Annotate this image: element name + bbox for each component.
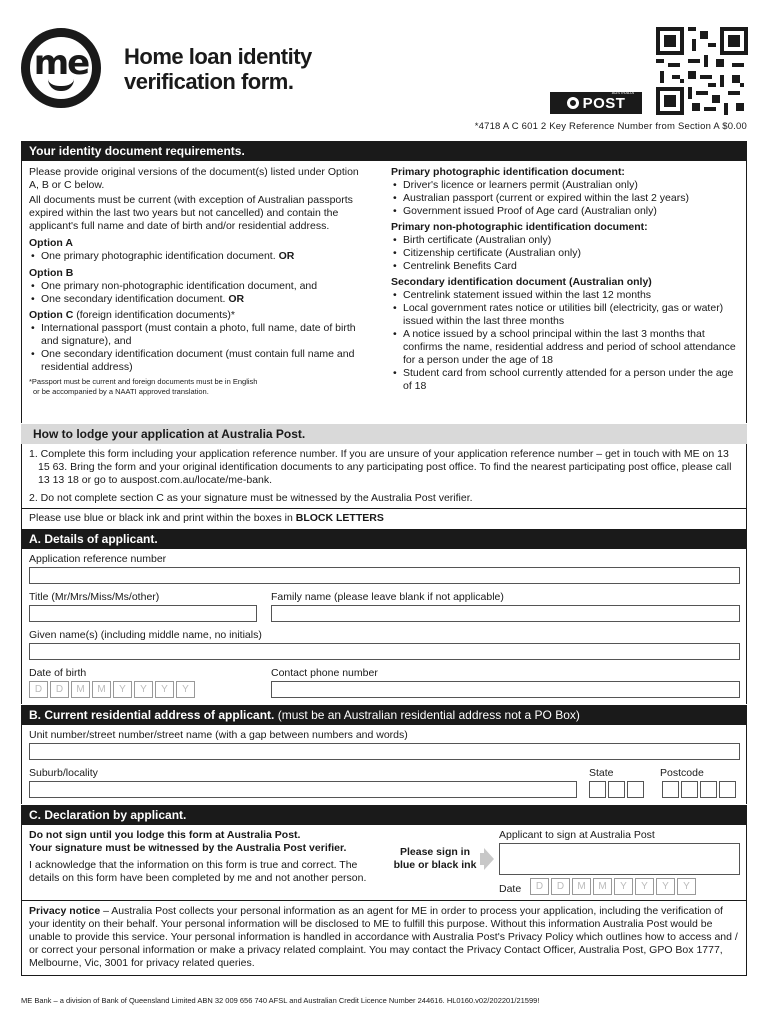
date-box[interactable]: D bbox=[530, 878, 549, 895]
sign-hint-line-1: Please sign in bbox=[399, 846, 471, 858]
divider bbox=[21, 508, 747, 509]
lodge-step-1: 1. Complete this form including your application reference number. If you are unsure of your application reference number – get in touch with ME on 13 15 63. Bring the form and your original identification documents to any participating post office. To find the nearest participating post office, please call 13 13 18 or go to auspost.com.au/locate/me-bank. bbox=[29, 448, 732, 486]
date-box[interactable]: Y bbox=[656, 878, 675, 895]
photo-id-item: • Driver's licence or learners permit (Australian only) bbox=[391, 179, 741, 192]
street-label: Unit number/street number/street name (with a gap between numbers and words) bbox=[29, 729, 408, 741]
option-c-item: • One secondary identification document (must contain full name and residential address) bbox=[29, 348, 369, 374]
option-b-title: Option B bbox=[29, 267, 74, 279]
requirements-heading: Your identity document requirements. bbox=[21, 141, 747, 161]
family-name-input[interactable] bbox=[271, 605, 740, 622]
key-reference-number: *4718 A C 601 2 Key Reference Number from Section A $0.00 bbox=[474, 121, 747, 132]
app-ref-label: Application reference number bbox=[29, 553, 167, 565]
nonphoto-id-title: Primary non-photographic identification document: bbox=[391, 221, 648, 233]
nonphoto-id-item: • Birth certificate (Australian only) bbox=[391, 234, 741, 247]
australia-post-logo bbox=[550, 92, 642, 114]
state-box[interactable] bbox=[589, 781, 606, 798]
postcode-box[interactable] bbox=[681, 781, 698, 798]
postcode-label: Postcode bbox=[660, 767, 704, 779]
photo-id-title: Primary photographic identification document: bbox=[391, 166, 625, 178]
auspost-icon bbox=[567, 97, 579, 109]
date-box[interactable]: M bbox=[593, 878, 612, 895]
state-input[interactable] bbox=[589, 781, 646, 798]
footnote-line-2: or be accompanied by a NAATI approved translation. bbox=[33, 387, 209, 396]
state-label: State bbox=[589, 767, 614, 779]
title-label: Title (Mr/Mrs/Miss/Ms/other) bbox=[29, 591, 160, 603]
state-box[interactable] bbox=[608, 781, 625, 798]
date-box[interactable]: D bbox=[551, 878, 570, 895]
secondary-id-item: • Student card from school currently attended for a person under the age of 18 bbox=[391, 367, 741, 393]
option-a-item: • One primary photographic identification document. OR bbox=[29, 250, 369, 263]
section-b-heading: B. Current residential address of applicant. (must be an Australian residential address not a PO Box) bbox=[21, 705, 747, 725]
privacy-notice: Privacy notice – Australia Post collects your personal information as an agent for ME in order to process your application, including the verification of your identity on their behalf. Your personal information will be disclosed to ME to fulfill this purpose. Without this information Australia Post would be unable to provide this service. Your personal information is handled in accordance with Australia Post's Privacy Policy which outlines how to access and / or correct your personal information or make a privacy related complaint. You may contact the Privacy Contact Officer, Australia Post, GPO Box 1777, Melbourne, Vic, 3001 for privacy related queries. bbox=[29, 905, 738, 969]
dob-box[interactable]: M bbox=[92, 681, 111, 698]
sign-hint-line-2: blue or black ink bbox=[393, 859, 477, 871]
postcode-box[interactable] bbox=[662, 781, 679, 798]
secondary-id-item: • A notice issued by a school principal within the last 3 months that confirms the name, residential address and period of school attendance for a person under the age of 18 bbox=[391, 328, 741, 367]
footer-text: ME Bank – a division of Bank of Queensland Limited ABN 32 009 656 740 AFSL and Australian Credit Licence Number 244616. HL0160.v02/202201/21599! bbox=[21, 996, 540, 1005]
auspost-small-label: AUSTRALIA bbox=[611, 90, 634, 95]
option-c-item: • International passport (must contain a photo, full name, date of birth and signature), and bbox=[29, 322, 369, 348]
postcode-box[interactable] bbox=[700, 781, 717, 798]
secondary-id-title: Secondary identification document (Australian only) bbox=[391, 276, 652, 288]
title-input[interactable] bbox=[29, 605, 257, 622]
option-b-item: • One primary non-photographic identification document, and bbox=[29, 280, 369, 293]
page-title bbox=[124, 44, 312, 94]
option-c-title: Option C (foreign identification documents)* bbox=[29, 309, 236, 321]
warning-line-1: Do not sign until you lodge this form at Australia Post. bbox=[29, 829, 301, 841]
me-logo bbox=[21, 28, 101, 108]
photo-id-item: • Australian passport (current or expired within the last 2 years) bbox=[391, 192, 741, 205]
phone-input[interactable] bbox=[271, 681, 740, 698]
dob-input[interactable] bbox=[29, 681, 197, 698]
dob-box[interactable]: Y bbox=[155, 681, 174, 698]
dob-box[interactable]: Y bbox=[113, 681, 132, 698]
requirements-right-column bbox=[391, 166, 741, 393]
lodge-heading: How to lodge your application at Australia Post. bbox=[21, 424, 747, 444]
suburb-input[interactable] bbox=[29, 781, 577, 798]
dob-box[interactable]: Y bbox=[176, 681, 195, 698]
title-line-1: Home loan identity bbox=[124, 44, 312, 69]
currency-rule-text: All documents must be current (with exception of Australian passports expired within the last two years but not cancelled) and contain the applicant's full name and date of birth and/or residential address. bbox=[29, 194, 353, 232]
section-a-heading: A. Details of applicant. bbox=[21, 529, 747, 549]
section-c-heading: C. Declaration by applicant. bbox=[21, 805, 747, 825]
secondary-id-item: • Centrelink statement issued within the last 12 months bbox=[391, 289, 741, 302]
dob-label: Date of birth bbox=[29, 667, 87, 679]
date-box[interactable]: Y bbox=[614, 878, 633, 895]
suburb-label: Suburb/locality bbox=[29, 767, 98, 779]
given-name-label: Given name(s) (including middle name, no initials) bbox=[29, 629, 262, 641]
logo-smile-icon bbox=[48, 79, 74, 91]
street-input[interactable] bbox=[29, 743, 740, 760]
acknowledgement-text: I acknowledge that the information on this form is true and correct. The details on this form have been completed by me and not another person. bbox=[29, 859, 367, 884]
date-box[interactable]: M bbox=[572, 878, 591, 895]
dob-box[interactable]: D bbox=[50, 681, 69, 698]
app-ref-input[interactable] bbox=[29, 567, 740, 584]
dob-box[interactable]: D bbox=[29, 681, 48, 698]
title-line-2: verification form. bbox=[124, 69, 294, 94]
nonphoto-id-item: • Citizenship certificate (Australian only) bbox=[391, 247, 741, 260]
state-box[interactable] bbox=[627, 781, 644, 798]
nonphoto-id-item: • Centrelink Benefits Card bbox=[391, 260, 741, 273]
signature-label: Applicant to sign at Australia Post bbox=[499, 829, 655, 841]
arrow-right-icon bbox=[484, 848, 494, 870]
signature-box[interactable] bbox=[499, 843, 740, 875]
signing-warning bbox=[29, 829, 389, 855]
qr-code-icon bbox=[656, 27, 748, 115]
auspost-label: POST bbox=[582, 94, 626, 112]
signature-date-label: Date bbox=[499, 883, 522, 895]
logo-text: me bbox=[33, 43, 89, 83]
sign-hint bbox=[389, 846, 481, 872]
dob-box[interactable]: Y bbox=[134, 681, 153, 698]
date-box[interactable]: Y bbox=[635, 878, 654, 895]
lodge-step-2: 2. Do not complete section C as your signature must be witnessed by the Australia Post verifier. bbox=[29, 492, 473, 504]
ink-instruction: Please use blue or black ink and print within the boxes in BLOCK LETTERS bbox=[29, 512, 384, 524]
postcode-box[interactable] bbox=[719, 781, 736, 798]
warning-line-2: Your signature must be witnessed by the Australia Post verifier. bbox=[29, 842, 347, 854]
signature-date-input[interactable] bbox=[530, 878, 698, 895]
option-a-title: Option A bbox=[29, 237, 73, 249]
phone-label: Contact phone number bbox=[271, 667, 378, 679]
secondary-id-item: • Local government rates notice or utilities bill (electricity, gas or water) issued within the last three months bbox=[391, 302, 741, 328]
postcode-input[interactable] bbox=[662, 781, 738, 798]
dob-box[interactable]: M bbox=[71, 681, 90, 698]
photo-id-item: • Government issued Proof of Age card (Australian only) bbox=[391, 205, 741, 218]
footnote-line-1: *Passport must be current and foreign documents must be in English bbox=[29, 377, 258, 386]
family-name-label: Family name (please leave blank if not applicable) bbox=[271, 591, 504, 603]
option-b-item: • One secondary identification document. OR bbox=[29, 293, 369, 306]
given-name-input[interactable] bbox=[29, 643, 740, 660]
date-box[interactable]: Y bbox=[677, 878, 696, 895]
requirements-left-column bbox=[29, 166, 369, 397]
intro-text: Please provide original versions of the document(s) listed under Option A, B or C below. bbox=[29, 166, 359, 191]
